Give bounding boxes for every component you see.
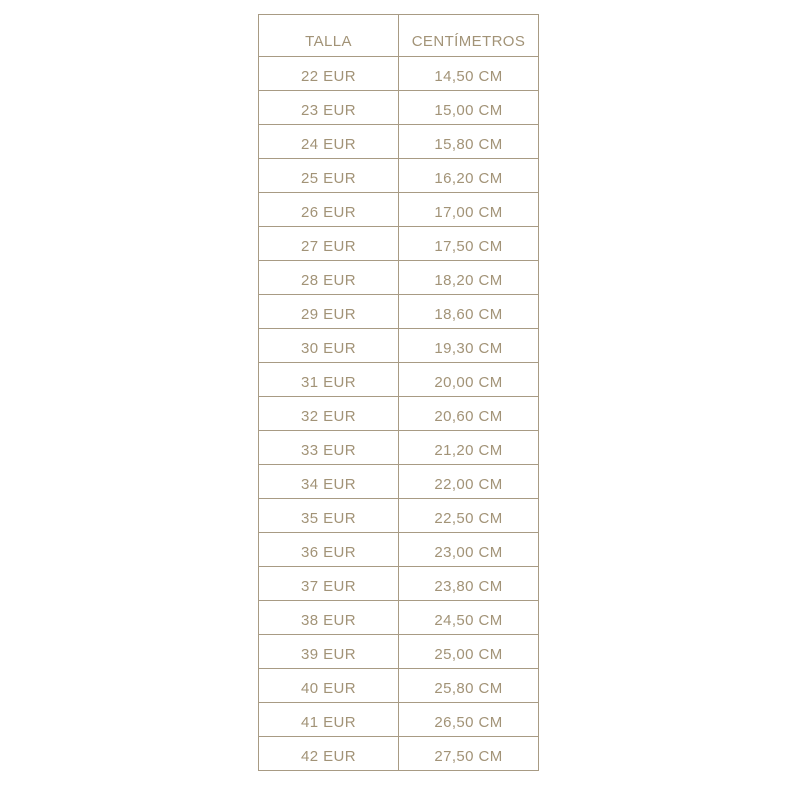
column-header-centimetros: CENTÍMETROS [399,15,539,57]
centimeters-cell: 19,30 CM [399,329,539,363]
table-row [259,193,539,227]
table-row [259,465,539,499]
size-cell: 27 EUR [259,227,399,261]
table-row [259,125,539,159]
column-header-talla: TALLA [259,15,399,57]
size-cell: 40 EUR [259,669,399,703]
size-cell: 30 EUR [259,329,399,363]
table-row [259,567,539,601]
size-cell: 42 EUR [259,737,399,771]
centimeters-cell: 25,00 CM [399,635,539,669]
table-row [259,533,539,567]
centimeters-cell: 18,20 CM [399,261,539,295]
centimeters-cell: 24,50 CM [399,601,539,635]
size-cell: 32 EUR [259,397,399,431]
table-row [259,261,539,295]
table-row [259,329,539,363]
centimeters-cell: 17,00 CM [399,193,539,227]
size-cell: 36 EUR [259,533,399,567]
size-cell: 34 EUR [259,465,399,499]
table-body [259,57,539,771]
table-row [259,431,539,465]
size-cell: 25 EUR [259,159,399,193]
centimeters-cell: 14,50 CM [399,57,539,91]
table-row [259,363,539,397]
centimeters-cell: 17,50 CM [399,227,539,261]
table-row [259,669,539,703]
centimeters-cell: 15,00 CM [399,91,539,125]
table-row [259,737,539,771]
size-cell: 41 EUR [259,703,399,737]
centimeters-cell: 23,00 CM [399,533,539,567]
centimeters-cell: 26,50 CM [399,703,539,737]
size-cell: 38 EUR [259,601,399,635]
centimeters-cell: 27,50 CM [399,737,539,771]
size-cell: 28 EUR [259,261,399,295]
centimeters-cell: 18,60 CM [399,295,539,329]
table-row [259,703,539,737]
size-cell: 29 EUR [259,295,399,329]
centimeters-cell: 15,80 CM [399,125,539,159]
table-header-row [259,15,539,57]
size-cell: 39 EUR [259,635,399,669]
size-cell: 37 EUR [259,567,399,601]
table-row [259,91,539,125]
size-cell: 23 EUR [259,91,399,125]
size-cell: 22 EUR [259,57,399,91]
table-row [259,159,539,193]
table-row [259,635,539,669]
centimeters-cell: 25,80 CM [399,669,539,703]
centimeters-cell: 23,80 CM [399,567,539,601]
table-row [259,57,539,91]
centimeters-cell: 20,00 CM [399,363,539,397]
size-cell: 26 EUR [259,193,399,227]
centimeters-cell: 22,00 CM [399,465,539,499]
size-cell: 33 EUR [259,431,399,465]
table-row [259,227,539,261]
size-cell: 35 EUR [259,499,399,533]
table-row [259,397,539,431]
table-row [259,499,539,533]
centimeters-cell: 16,20 CM [399,159,539,193]
table-row [259,295,539,329]
centimeters-cell: 20,60 CM [399,397,539,431]
centimeters-cell: 22,50 CM [399,499,539,533]
size-cell: 24 EUR [259,125,399,159]
size-cell: 31 EUR [259,363,399,397]
centimeters-cell: 21,20 CM [399,431,539,465]
table-row [259,601,539,635]
size-conversion-table [258,14,539,771]
